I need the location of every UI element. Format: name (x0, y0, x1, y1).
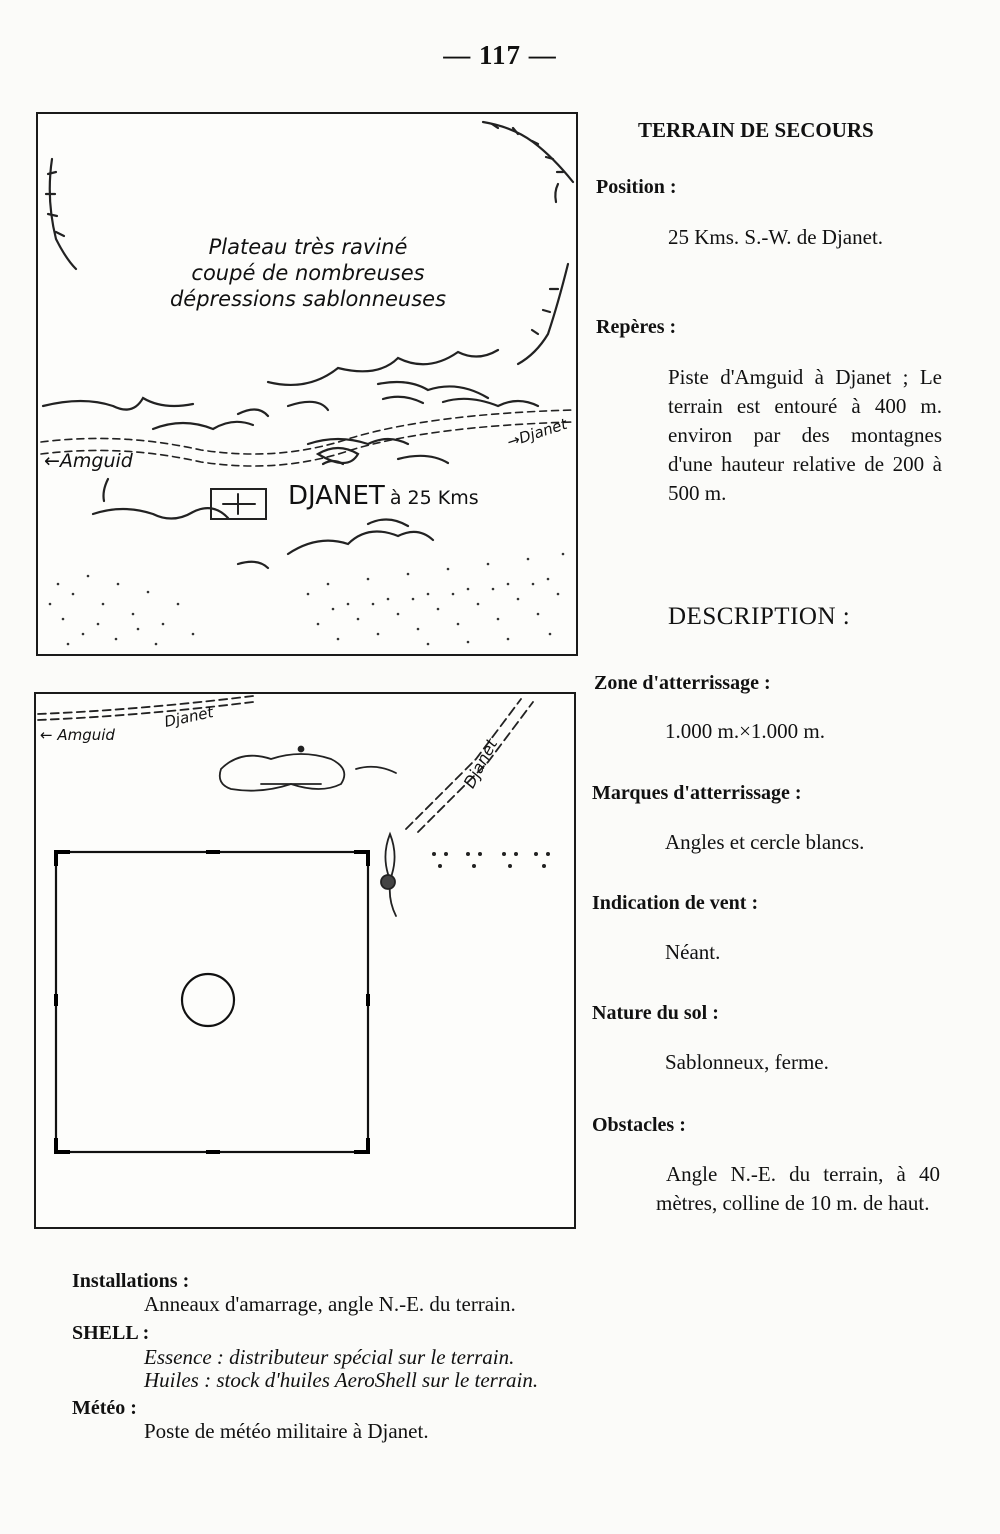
airfield-diagram-drawing (36, 694, 574, 1227)
meteo-label: Météo : (72, 1397, 137, 1419)
sol-label: Nature du sol : (592, 1002, 719, 1024)
bottom-amguid-label: ← Amguid (40, 726, 115, 744)
vent-text: Néant. (665, 940, 721, 964)
page-number: — 117 — (443, 40, 557, 70)
reperes-label: Repères : (596, 316, 677, 338)
description-heading: DESCRIPTION : (668, 603, 851, 630)
plateau-line-2: coupé de nombreuses (191, 261, 425, 285)
town-label (288, 481, 479, 511)
bottom-djanet-top-label: Djanet (162, 703, 215, 731)
essence-text: Essence : distributeur spécial sur le terrain. (144, 1345, 515, 1369)
plateau-line-1: Plateau très raviné (208, 235, 408, 259)
bottom-djanet-road-label: Djanet (459, 735, 502, 792)
location-map-drawing (38, 114, 576, 654)
zone-text: 1.000 m.×1.000 m. (665, 719, 826, 743)
amguid-label: ←Amguid (44, 450, 133, 472)
zone-label: Zone d'atterrissage : (594, 672, 771, 694)
marques-label: Marques d'atterrissage : (592, 782, 802, 804)
position-label: Position : (596, 176, 677, 198)
obstacles-text: Angle N.-E. du terrain, à 40 mètres, colline de 10 m. de haut. (656, 1162, 940, 1215)
plateau-label (168, 234, 448, 312)
vent-label: Indication de vent : (592, 892, 759, 914)
section-title: TERRAIN DE SECOURS (638, 118, 874, 142)
installations-text: Anneaux d'amarrage, angle N.-E. du terrain. (144, 1292, 516, 1316)
meteo-text: Poste de météo militaire à Djanet. (144, 1419, 429, 1443)
position-text: 25 Kms. S.-W. de Djanet. (668, 225, 884, 249)
airfield-diagram (34, 692, 576, 1229)
marques-text: Angles et cercle blancs. (665, 830, 865, 854)
obstacles-label: Obstacles : (592, 1114, 686, 1136)
reperes-text: Piste d'Amguid à Djanet ; Le terrain est entouré à 400 m. environ par des montagnes d'une hauteur relative de 200 à 500 m. (668, 365, 942, 505)
installations-label: Installations : (72, 1270, 190, 1292)
location-map (36, 112, 578, 656)
town-name: DJANET (288, 481, 385, 511)
huiles-text: Huiles : stock d'huiles AeroShell sur le terrain. (144, 1368, 539, 1392)
town-distance: à 25 Kms (389, 487, 479, 509)
shell-label: SHELL : (72, 1322, 150, 1344)
sol-text: Sablonneux, ferme. (665, 1050, 829, 1074)
plateau-line-3: dépressions sablonneuses (169, 287, 447, 311)
djanet-arrow-label: →Djanet (504, 414, 570, 452)
